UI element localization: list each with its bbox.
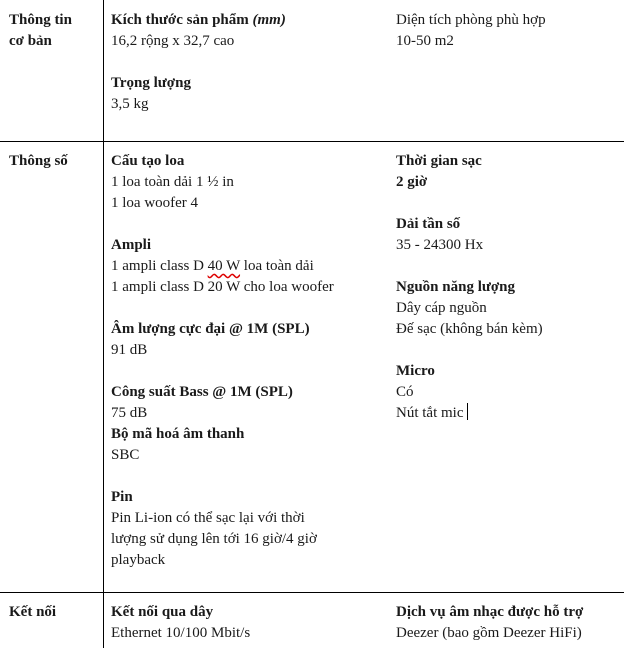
spec-value: Pin Li-ion có thể sạc lại với thời	[111, 510, 305, 526]
frequency-spec	[396, 214, 543, 256]
spec-value	[111, 256, 334, 277]
spec-title: Cấu tạo loa	[111, 153, 185, 169]
spec-title: Dịch vụ âm nhạc được hỗ trợ	[396, 604, 584, 620]
size-unit: (mm)	[252, 12, 286, 28]
row-label-connectivity: Kết nối	[9, 604, 57, 620]
row-label-line: cơ bản	[9, 33, 52, 49]
spec-title: Micro	[396, 363, 435, 379]
size-title-text: Kích thước sản phẩm	[111, 12, 253, 28]
amp-text: 1 ampli class D	[111, 258, 208, 274]
mic-spec	[396, 361, 543, 424]
spec-title: Trọng lượng	[111, 75, 191, 91]
row-divider-2	[0, 592, 624, 593]
column-divider	[103, 0, 104, 648]
basic-info-left	[111, 10, 286, 136]
spellcheck-flag: 40 W	[207, 258, 241, 274]
spec-value: 1 loa woofer 4	[111, 195, 199, 211]
max-volume-spec	[111, 319, 334, 361]
spec-value: 1 loa toàn dải 1 ½ in	[111, 174, 234, 190]
spec-value: Đế sạc (không bán kèm)	[396, 321, 543, 337]
spec-value: Deezer (bao gồm Deezer HiFi)	[396, 625, 582, 641]
spec-value: 1 ampli class D 20 W cho loa woofer	[111, 279, 334, 295]
spec-title: Thời gian sạc	[396, 153, 482, 169]
spec-title: Dải tần số	[396, 216, 461, 232]
battery-spec	[111, 487, 334, 571]
area-title: Diện tích phòng phù hợp	[396, 12, 546, 28]
spec-value: Có	[396, 384, 414, 400]
bass-spec	[111, 382, 334, 424]
specs-left	[111, 151, 334, 571]
spec-value[interactable]	[396, 403, 543, 424]
spec-value: SBC	[111, 447, 140, 463]
charge-spec	[396, 151, 543, 193]
spec-title: Kết nối qua dây	[111, 604, 214, 620]
connect-left	[111, 602, 250, 644]
spec-title: Âm lượng cực đại @ 1M (SPL)	[111, 321, 310, 337]
spec-value: 16,2 rộng x 32,7 cao	[111, 33, 235, 49]
row-label-basic-info	[9, 10, 99, 52]
spec-value: playback	[111, 552, 166, 568]
spec-title: Ampli	[111, 237, 152, 253]
spec-value: Ethernet 10/100 Mbit/s	[111, 625, 251, 641]
amp-spec	[111, 235, 334, 298]
amp-text: loa toàn dải	[240, 258, 314, 274]
spec-title: Nguồn năng lượng	[396, 279, 516, 295]
row-label-line: Thông tin	[9, 12, 72, 28]
spec-title: Pin	[111, 489, 133, 505]
spec-value: Dây cáp nguồn	[396, 300, 487, 316]
row-label-specs: Thông số	[9, 153, 68, 169]
spec-value: lượng sử dụng lên tới 16 giờ/4 giờ	[111, 531, 317, 547]
spec-value: 2 giờ	[396, 174, 428, 190]
basic-info-right	[396, 10, 546, 52]
spec-value: 75 dB	[111, 405, 148, 421]
connect-right	[396, 602, 583, 644]
weight-spec	[111, 73, 286, 115]
spec-value: 91 dB	[111, 342, 148, 358]
spec-title: Bộ mã hoá âm thanh	[111, 426, 245, 442]
specs-right	[396, 151, 543, 424]
spec-title	[111, 10, 286, 31]
text-cursor	[467, 403, 469, 420]
mic-mute-text: Nút tắt mic	[396, 405, 464, 421]
spec-value: 35 - 24300 Hx	[396, 237, 484, 253]
size-spec	[111, 10, 286, 52]
power-spec	[396, 277, 543, 340]
row-divider-1	[0, 141, 624, 142]
codec-spec	[111, 424, 334, 466]
speaker-spec	[111, 151, 334, 214]
spec-title: Công suất Bass @ 1M (SPL)	[111, 384, 293, 400]
spec-value: 3,5 kg	[111, 96, 149, 112]
area-value: 10-50 m2	[396, 33, 454, 49]
